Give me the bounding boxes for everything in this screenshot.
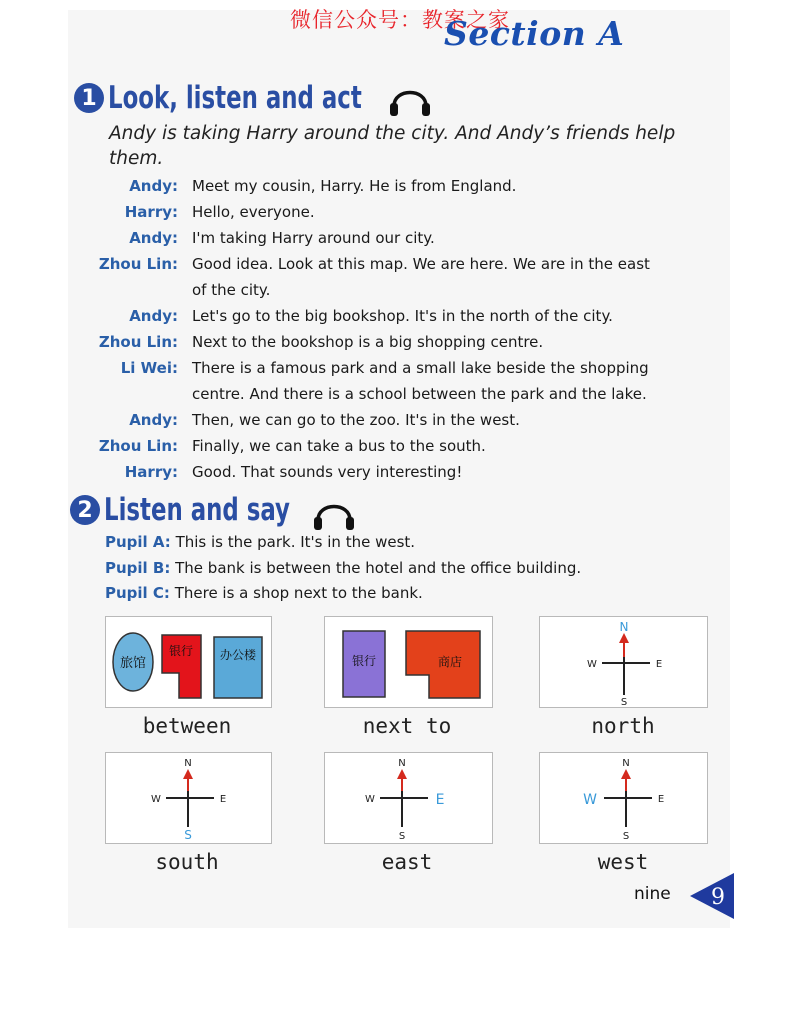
page-number: 9 bbox=[711, 885, 725, 910]
caption-between: between bbox=[142, 714, 232, 738]
section-title: Section A bbox=[444, 14, 625, 53]
pupil-b-text: The bank is between the hotel and the office building. bbox=[175, 559, 582, 577]
speaker-name: Harry: bbox=[124, 463, 178, 481]
compass-e: E bbox=[219, 794, 227, 805]
office-label: 办公楼 bbox=[219, 648, 257, 662]
utterance-line: Finally, we can take a bus to the south. bbox=[192, 437, 486, 455]
compass-n: N bbox=[398, 758, 406, 769]
card-south bbox=[105, 752, 272, 844]
caption-south: south bbox=[155, 850, 219, 874]
part2-number: 2 bbox=[70, 495, 100, 525]
headphones-icon bbox=[388, 80, 432, 120]
compass-s: S bbox=[184, 828, 192, 842]
speaker-name: Harry: bbox=[124, 203, 178, 221]
utterance-line: There is a famous park and a small lake beside the shopping bbox=[192, 359, 649, 377]
headphones-icon bbox=[312, 494, 356, 534]
pupil-a-speaker: Pupil A: bbox=[105, 533, 171, 551]
bank-label: 银行 bbox=[168, 644, 194, 658]
utterance-line: Next to the bookshop is a big shopping centre. bbox=[192, 333, 544, 351]
caption-north: north bbox=[591, 714, 655, 738]
compass-w: W bbox=[151, 794, 161, 805]
speaker-name: Andy: bbox=[129, 307, 178, 325]
speaker-name: Zhou Lin: bbox=[98, 333, 178, 351]
pupil-b-speaker: Pupil B: bbox=[105, 559, 171, 577]
utterance-line: I'm taking Harry around our city. bbox=[192, 229, 435, 247]
pupil-c-speaker: Pupil C: bbox=[105, 584, 170, 602]
pupil-b-line bbox=[105, 556, 581, 581]
page-word: nine bbox=[634, 884, 671, 904]
card-east bbox=[324, 752, 493, 844]
compass-w: W bbox=[365, 794, 375, 805]
bank-label: 银行 bbox=[351, 654, 377, 668]
compass-w: W bbox=[587, 659, 597, 670]
compass-e: E bbox=[657, 794, 665, 805]
pupil-a-line bbox=[105, 530, 415, 555]
pupil-a-text: This is the park. It's in the west. bbox=[175, 533, 416, 551]
part1-heading bbox=[74, 80, 418, 116]
card-west bbox=[539, 752, 708, 844]
speaker-name: Andy: bbox=[129, 411, 178, 429]
watermark: 微信公众号：教案之家 bbox=[290, 8, 510, 32]
office-shape bbox=[214, 637, 262, 698]
speaker-name: Zhou Lin: bbox=[98, 437, 178, 455]
part2-heading bbox=[70, 492, 331, 528]
utterance-line: Hello, everyone. bbox=[192, 203, 315, 221]
caption-west: west bbox=[597, 850, 649, 874]
part1-intro: Andy is taking Harry around the city. And Andy’s friends help them. bbox=[109, 123, 676, 169]
utterance-line: centre. And there is a school between the park and the lake. bbox=[192, 385, 647, 403]
page-number-tab bbox=[690, 873, 734, 919]
utterance-line: of the city. bbox=[192, 281, 271, 299]
pupil-c-line bbox=[105, 581, 423, 606]
compass-n: N bbox=[622, 758, 630, 769]
speaker-name: Andy: bbox=[129, 177, 178, 195]
part2-title: Listen and say bbox=[104, 492, 290, 528]
hotel-label: 旅馆 bbox=[119, 656, 147, 671]
utterance-line: Good. That sounds very interesting! bbox=[192, 463, 463, 481]
compass-s: S bbox=[622, 831, 630, 842]
utterance-line: Meet my cousin, Harry. He is from England. bbox=[192, 177, 517, 195]
speaker-name: Andy: bbox=[129, 229, 178, 247]
utterance-line: Let's go to the big bookshop. It's in the north of the city. bbox=[192, 307, 613, 325]
compass-s: S bbox=[620, 697, 628, 707]
compass-n: N bbox=[184, 758, 192, 769]
card-between bbox=[105, 616, 272, 708]
utterance-line: Good idea. Look at this map. We are here. We are in the east bbox=[192, 255, 650, 273]
compass-e: E bbox=[655, 659, 663, 670]
compass-s: S bbox=[398, 831, 406, 842]
part1-number: 1 bbox=[74, 83, 104, 113]
caption-east: east bbox=[381, 850, 433, 874]
speaker-name: Zhou Lin: bbox=[98, 255, 178, 273]
compass-e: E bbox=[435, 792, 445, 808]
part1-title: Look, listen and act bbox=[108, 80, 362, 116]
speaker-name: Li Wei: bbox=[120, 359, 178, 377]
shop-label: 商店 bbox=[437, 655, 463, 669]
compass-n: N bbox=[619, 620, 629, 634]
caption-next-to: next to bbox=[362, 714, 452, 738]
utterance-line: Then, we can go to the zoo. It's in the west. bbox=[192, 411, 520, 429]
pupil-c-text: There is a shop next to the bank. bbox=[174, 584, 423, 602]
card-next-to bbox=[324, 616, 493, 708]
compass-w: W bbox=[583, 792, 597, 808]
card-north bbox=[539, 616, 708, 708]
